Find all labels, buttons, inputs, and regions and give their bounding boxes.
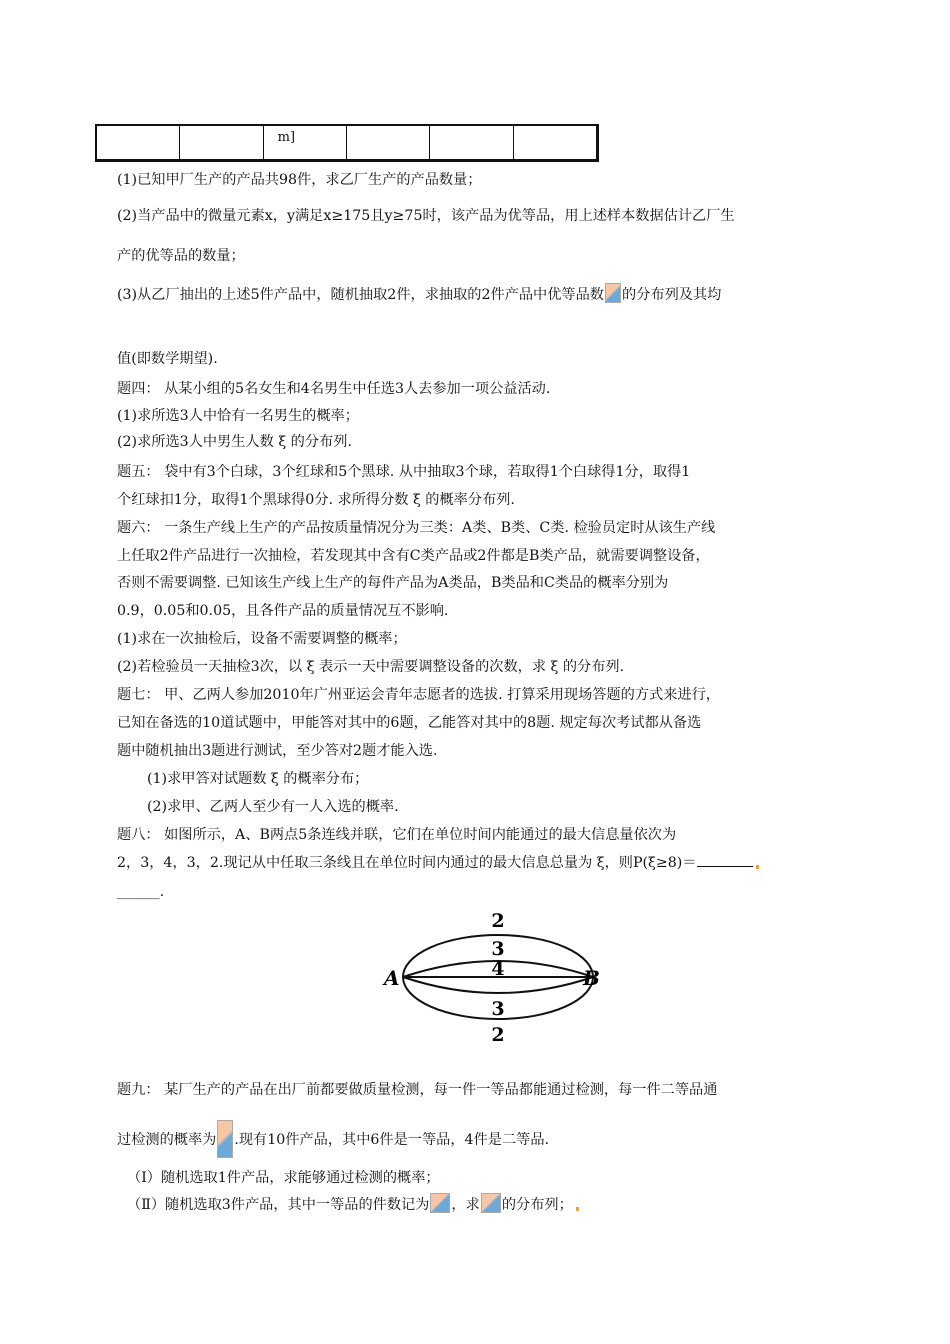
formula-image-icon <box>481 1193 501 1213</box>
line-capacity-label: 3 <box>491 938 505 960</box>
question-line: 题中随机抽出3题进行测试，至少答对2题才能入选. <box>117 743 438 759</box>
parallel-lines-diagram <box>380 905 610 1045</box>
question-line: 产的优等品的数量； <box>117 248 245 264</box>
formula-image-icon <box>430 1193 450 1213</box>
question-line <box>117 853 759 873</box>
text-segment: （Ⅱ）随机选取3件产品，其中一等品的件数记为 <box>127 1197 430 1213</box>
marker-icon <box>756 865 759 869</box>
question-line: (1)求在一次抽检后，设备不需要调整的概率； <box>117 631 407 647</box>
question-line: (2)当产品中的微量元素x，y满足x≥175且y≥75时，该产品为优等品，用上述样本数据估计乙厂生 <box>117 208 735 224</box>
question-line: 否则不需要调整. 已知该生产线上生产的每件产品为A类品，B类品和C类品的概率分别为 <box>117 575 669 591</box>
marker-icon <box>576 1207 579 1211</box>
answer-blank <box>697 866 753 867</box>
question-line <box>117 1120 549 1158</box>
question-title: 题八： 如图所示，A、B两点5条连线并联，它们在单位时间内能通过的最大信息量依次为 <box>117 827 677 843</box>
data-table <box>95 124 599 162</box>
question-title: 题七： 甲、乙两人参加2010年广州亚运会青年志愿者的选拔. 打算采用现场答题的方式来进行， <box>117 687 720 703</box>
line-capacity-label: 2 <box>491 910 505 932</box>
question-line: 值(即数学期望). <box>117 351 218 367</box>
line-capacity-label: 2 <box>491 1024 505 1045</box>
table-cell: m] <box>264 126 347 159</box>
point-b-label: B <box>583 966 600 990</box>
question-line: (1)求所选3人中恰有一名男生的概率； <box>117 408 359 424</box>
table-cell <box>97 126 180 159</box>
question-line: (2)求所选3人中男生人数 ξ 的分布列. <box>117 434 352 450</box>
question-line: ______. <box>117 884 165 900</box>
question-line <box>117 283 721 305</box>
question-line: 个红球扣1分，取得1个黑球得0分. 求所得分数 ξ 的概率分布列. <box>117 492 515 508</box>
text-segment: 的分布列及其均 <box>622 287 722 303</box>
formula-image-icon <box>605 283 621 303</box>
table-cell <box>180 126 263 159</box>
fraction-image-icon <box>217 1120 233 1158</box>
line-capacity-label: 3 <box>491 998 505 1020</box>
table-cell <box>347 126 430 159</box>
question-line: 已知在备选的10道试题中，甲能答对其中的6题，乙能答对其中的8题. 规定每次考试都从备选 <box>117 715 702 731</box>
question-line: (2)求甲、乙两人至少有一人入选的概率. <box>147 799 399 815</box>
text-segment: 2，3，4，3，2.现记从中任取三条线且在单位时间内通过的最大信息总量为 ξ，则P(ξ≥8)＝ <box>117 855 697 871</box>
table-cell <box>430 126 513 159</box>
question-title: 题五： 袋中有3个白球，3个红球和5个黑球. 从中抽取3个球，若取得1个白球得1分，取得1 <box>117 464 691 480</box>
text-segment: ，求 <box>451 1197 480 1213</box>
question-title: 题六： 一条生产线上生产的产品按质量情况分为三类：A类、B类、C类. 检验员定时从该生产线 <box>117 520 716 536</box>
question-title: 题九： 某厂生产的产品在出厂前都要做质量检测，每一件一等品都能通过检测，每一件二等品通 <box>117 1082 718 1098</box>
question-line <box>127 1193 579 1215</box>
text-segment: .现有10件产品，其中6件是一等品，4件是二等品. <box>234 1132 550 1148</box>
question-line: 0.9，0.05和0.05，且各件产品的质量情况互不影响. <box>117 603 449 619</box>
question-line: (1)已知甲厂生产的产品共98件，求乙厂生产的产品数量； <box>117 172 482 188</box>
table-cell <box>514 126 596 159</box>
question-line: （Ⅰ）随机选取1件产品，求能够通过检测的概率； <box>127 1170 440 1186</box>
text-segment: (3)从乙厂抽出的上述5件产品中，随机抽取2件，求抽取的2件产品中优等品数 <box>117 287 604 303</box>
text-segment: 过检测的概率为 <box>117 1132 217 1148</box>
question-title: 题四： 从某小组的5名女生和4名男生中任选3人去参加一项公益活动. <box>117 381 551 397</box>
question-line: (1)求甲答对试题数 ξ 的概率分布； <box>147 771 369 787</box>
question-line: 上任取2件产品进行一次抽检，若发现其中含有C类产品或2件都是B类产品，就需要调整设备， <box>117 548 710 564</box>
question-line: (2)若检验员一天抽检3次，以 ξ 表示一天中需要调整设备的次数，求 ξ 的分布列. <box>117 659 625 675</box>
point-a-label: A <box>384 966 400 990</box>
line-capacity-label: 4 <box>491 958 505 980</box>
text-segment: 的分布列； <box>501 1197 573 1213</box>
